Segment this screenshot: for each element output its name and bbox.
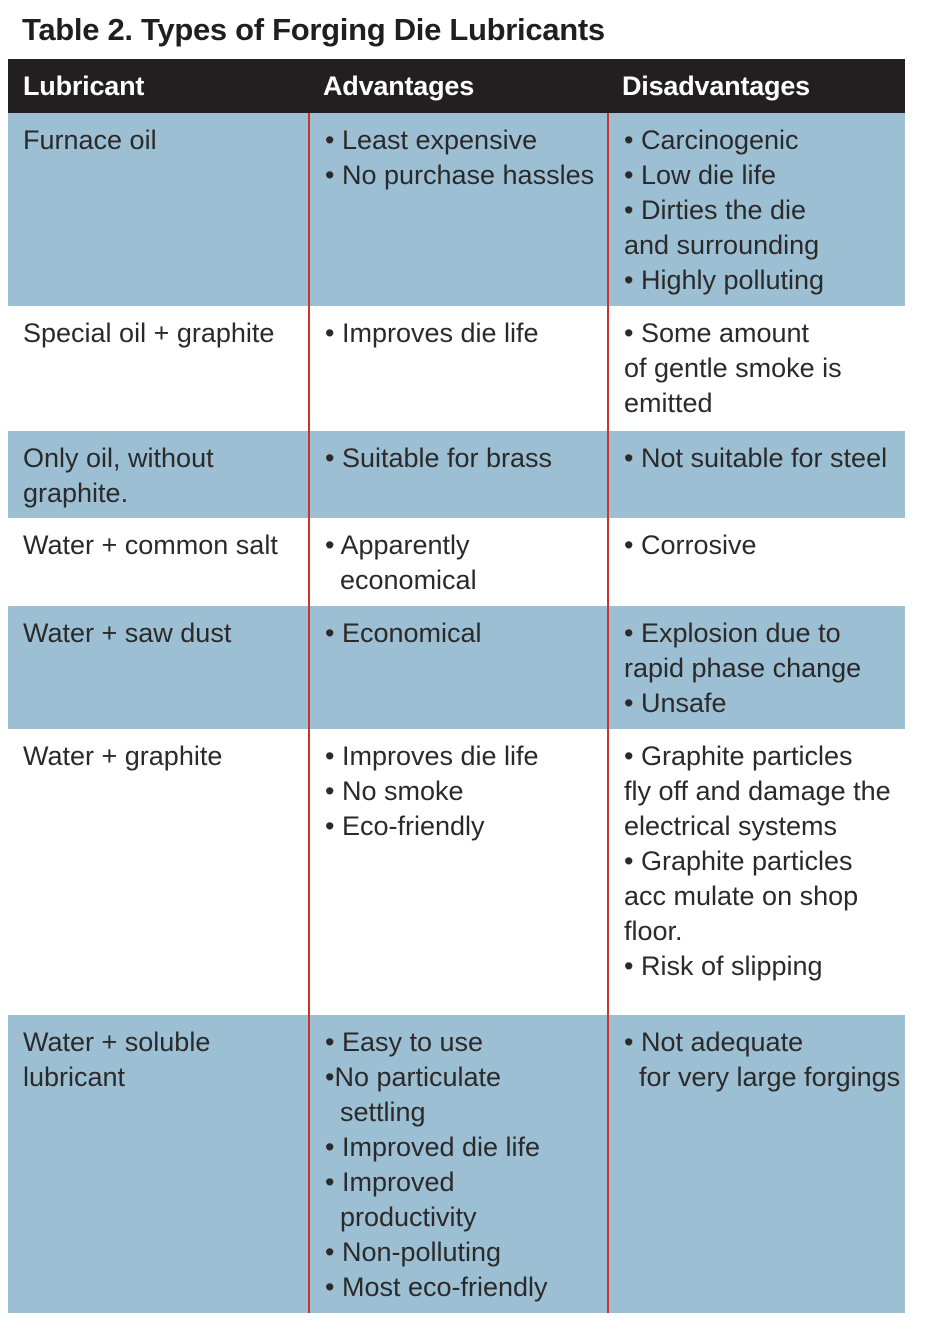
cell-disadvantages [607, 606, 905, 729]
cell-line: •No particulate [325, 1062, 502, 1092]
cell-line: • Explosion due to [624, 618, 841, 648]
header-advantages: Advantages [323, 71, 475, 101]
cell-line: settling [325, 1097, 426, 1127]
table-header [8, 59, 905, 113]
cell-line: • Unsafe [624, 688, 727, 718]
cell-line: • Apparently [325, 530, 470, 560]
cell-line: • Suitable for brass [325, 443, 553, 473]
cell-line: • Improved die life [325, 1132, 541, 1162]
cell-line: emitted [624, 388, 713, 418]
cell-line: • Graphite particles [624, 741, 853, 771]
cell-line: electrical systems [624, 811, 838, 841]
cell-line: • Graphite particles [624, 846, 853, 876]
cell-line: of gentle smoke is [624, 353, 842, 383]
cell-line: • Risk of slipping [624, 951, 823, 981]
cell-advantages [308, 729, 607, 1015]
cell-disadvantages [607, 113, 905, 306]
table-row [8, 1015, 905, 1313]
table-title: Table 2. Types of Forging Die Lubricants [22, 12, 605, 47]
cell-line: • Carcinogenic [624, 125, 799, 155]
cell-advantages [308, 606, 607, 729]
cell-line: • Most eco-friendly [325, 1272, 548, 1302]
table-row [8, 729, 905, 1015]
cell-line: Only oil, without [23, 443, 214, 473]
cell-line: • Improved [325, 1167, 455, 1197]
cell-line: Water + common salt [23, 530, 278, 560]
cell-disadvantages [607, 518, 905, 606]
cell-disadvantages [607, 306, 905, 431]
cell-line: Special oil + graphite [23, 318, 275, 348]
table-row [8, 113, 905, 306]
cell-line: rapid phase change [624, 653, 862, 683]
cell-line: • Some amount [624, 318, 810, 348]
cell-lubricant [8, 1015, 308, 1313]
cell-line: lubricant [23, 1062, 126, 1092]
lubricants-table [8, 59, 905, 1313]
cell-line: floor. [624, 916, 683, 946]
table-body [8, 113, 905, 1313]
cell-line: acc mulate on shop [624, 881, 859, 911]
cell-line: economical [325, 565, 477, 595]
cell-line: • Least expensive [325, 125, 538, 155]
cell-line: • Eco-friendly [325, 811, 485, 841]
cell-advantages [308, 1015, 607, 1313]
cell-lubricant [8, 729, 308, 1015]
cell-advantages [308, 306, 607, 431]
cell-line: Water + saw dust [23, 618, 232, 648]
cell-lubricant [8, 606, 308, 729]
cell-lubricant [8, 431, 308, 518]
cell-lubricant [8, 113, 308, 306]
cell-line: fly off and damage the [624, 776, 891, 806]
cell-line: • No smoke [325, 776, 464, 806]
cell-line: • Improves die life [325, 741, 539, 771]
cell-line: • Low die life [624, 160, 777, 190]
cell-disadvantages [607, 729, 905, 1015]
cell-disadvantages [607, 431, 905, 518]
cell-lubricant [8, 306, 308, 431]
cell-line: • Highly polluting [624, 265, 825, 295]
cell-line: • Corrosive [624, 530, 757, 560]
cell-line: Furnace oil [23, 125, 157, 155]
cell-advantages [308, 431, 607, 518]
header-disadvantages: Disadvantages [622, 71, 810, 101]
cell-advantages [308, 518, 607, 606]
cell-line: productivity [325, 1202, 477, 1232]
cell-line: graphite. [23, 478, 129, 508]
cell-disadvantages [607, 1015, 905, 1313]
cell-line: • Non-polluting [325, 1237, 502, 1267]
cell-line: Water + soluble [23, 1027, 211, 1057]
cell-line: • Economical [325, 618, 482, 648]
cell-line: • Dirties the die [624, 195, 807, 225]
header-lubricant: Lubricant [23, 71, 145, 101]
cell-line: • Not adequate [624, 1027, 804, 1057]
table-row [8, 606, 905, 729]
cell-line: • No purchase hassles [325, 160, 595, 190]
cell-line: • Improves die life [325, 318, 539, 348]
cell-lubricant [8, 518, 308, 606]
cell-line: • Not suitable for steel [624, 443, 888, 473]
cell-line: and surrounding [624, 230, 820, 260]
cell-line: for very large forgings [624, 1062, 901, 1092]
cell-advantages [308, 113, 607, 306]
table-row [8, 306, 905, 431]
cell-line: • Easy to use [325, 1027, 484, 1057]
table-row [8, 431, 905, 518]
cell-line: Water + graphite [23, 741, 223, 771]
table-row [8, 518, 905, 606]
